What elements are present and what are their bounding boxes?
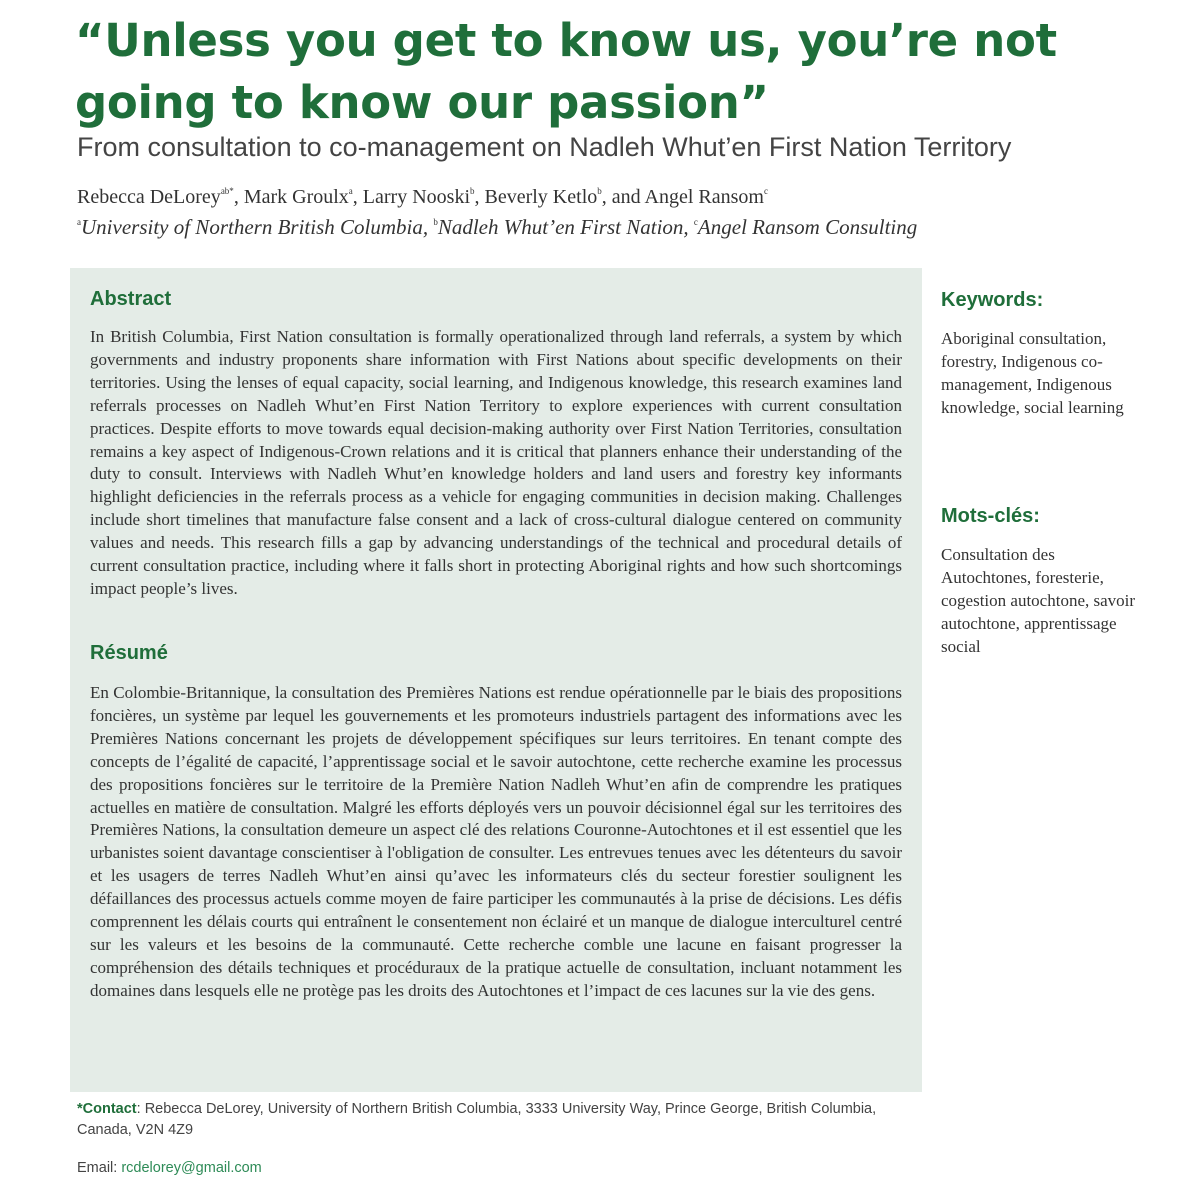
email-link[interactable]: rcdelorey@gmail.com <box>121 1160 262 1176</box>
affiliation-list: $^a$University of Northern British Columbia, $^b$Nadleh Whut’en First Nation, $^c$Angel Ransom Consulting <box>77 215 918 239</box>
resume-heading: Résumé <box>90 642 168 664</box>
author-affiliation-marker: b <box>470 186 475 196</box>
affiliation-name: Angel Ransom Consulting <box>697 215 918 239</box>
affiliation-name: University of Northern British Columbia <box>81 215 423 239</box>
abstract-panel <box>70 268 922 1092</box>
author-separator: , <box>474 186 485 208</box>
affiliation-marker: c <box>693 217 698 227</box>
author-name: Rebecca DeLorey <box>77 186 221 208</box>
abstract-text: In British Columbia, First Nation consultation is formally operationalized through land referrals, a system by which governments and industry proponents share information with First Nations about specific developments on their territories. Using the lenses of equal capacity, social learning, and Indigenous knowledge, this research examines land referrals processes on Nadleh Whut’en First Nation Territory to explore experiences with current consultation practices. Despite efforts to move towards equal decision-making authority over First Nation Territories, consultation remains a key aspect of Indigenous-Crown relations and it is critical that planners enhance their understanding of the duty to consult. Interviews with Nadleh Whut’en knowledge holders and land users and forestry key informants highlight deficiencies in the referrals process as a vehicle for engaging communities in decision making. Challenges include short timelines that manufacture false consent and a lack of cross-cultural dialogue centered on community values and needs. This research fills a gap by advancing understandings of the technical and procedural details of current consultation practice, including where it falls short in protecting Aboriginal rights and how such shortcomings impact people’s lives. <box>90 327 902 598</box>
author-affiliation-marker: c <box>763 186 768 196</box>
author-affiliation-marker: a <box>348 186 353 196</box>
paper-subtitle: From consultation to co-management on Nadleh Whut’en First Nation Territory <box>77 132 1012 162</box>
resume-text: En Colombie-Britannique, la consultation des Premières Nations est rendue opérationnelle par le biais des propositions foncières, un système par lequel les gouvernements et les promoteurs industriels partagent des informations avec les Premières Nations concernant les projets de développement spécifiques sur leurs territoires. En tenant compte des concepts de l’égalité de capacité, l’apprentissage social et le savoir autochtone, cette recherche examine les processus des propositions foncières sur le territoire de la Première Nation Nadleh Whut’en afin de comprendre les pratiques actuelles en matière de consultation. Malgré les efforts déployés vers un pouvoir décisionnel égal sur les territoires des Premières Nations, la consultation demeure un aspect clé des relations Couronne-Autochtones et il est essentiel que les urbanistes soient davantage conscientiser à l'obligation de consulter. Les entrevues tenues avec les détenteurs du savoir et les usagers de terres Nadleh Whut’en ainsi qu’avec les informateurs clés du secteur forestier soulignent les défaillances des processus actuels comme moyen de faire participer les communautés à la prise de décisions. Les défis comprennent les délais courts qui entraînent le consentement non éclairé et un manque de dialogue interculturel centré sur les valeurs et les besoins de la communauté. Cette recherche comble une lacune en faisant progresser la compréhension des détails techniques et procéduraux de la pratique actuelle de consultation, incluant notamment les domaines dans lesquels elle ne protège pas les droits des Autochtones et l’impact de ces lacunes sur la vie des gens. <box>90 683 902 1000</box>
author-name: Beverly Ketlo <box>484 186 598 208</box>
keywords-text: Aboriginal consultation, forestry, Indigenous co-management, Indigenous knowledge, social learning <box>941 329 1124 417</box>
author-separator: , and <box>601 186 645 208</box>
contact-label: Contact <box>82 1101 137 1117</box>
author-name: Larry Nooski <box>362 186 470 208</box>
mots-cles-heading: Mots-clés: <box>941 505 1040 527</box>
contact-note <box>77 1099 917 1141</box>
affiliation-name: Nadleh Whut’en First Nation <box>437 215 684 239</box>
author-name: Mark Groulx <box>243 186 349 208</box>
affiliation-marker: a <box>77 217 81 227</box>
author-separator: , <box>352 186 363 208</box>
paper-title: “Unless you get to know us, you’re not going to know our passion” <box>75 14 1057 129</box>
keywords-heading: Keywords: <box>941 289 1044 311</box>
email-line <box>77 1158 262 1179</box>
email-label: Email: <box>77 1160 122 1176</box>
contact-details: : Rebecca DeLorey, University of Northern British Columbia, 3333 University Way, Prince George, British Columbia, Canada, V2N 4Z9 <box>77 1101 877 1138</box>
contact-marker: * <box>77 1101 83 1117</box>
author-separator: , <box>233 186 244 208</box>
author-affiliation-marker: ab* <box>220 186 234 196</box>
author-list <box>77 183 1127 211</box>
affiliation-marker: b <box>433 217 438 227</box>
mots-cles-text: Consultation des Autochtones, foresterie, cogestion autochtone, savoir autochtone, apprentissage social <box>941 545 1136 656</box>
author-name: Angel Ransom <box>644 186 764 208</box>
author-affiliation-marker: b <box>597 186 602 196</box>
abstract-heading: Abstract <box>90 288 172 310</box>
